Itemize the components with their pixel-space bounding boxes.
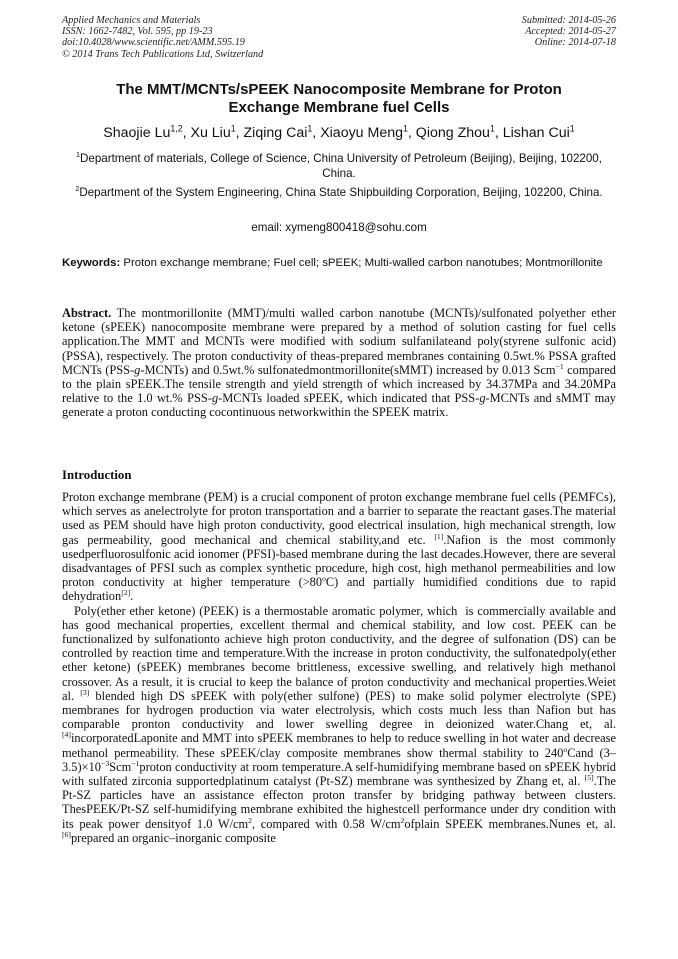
affiliation-2-number: 2 [75,184,80,194]
affiliation-2 [62,185,616,200]
abstract-text: The montmorillonite (MMT)/multi walled carbon nanotube (MCNTs)/sulfonated polyether ether ketone (sPEEK) nanocomposite membrane were prepared by a method of solution casting for fuel cells application.The MMT and MCNTs were modified with sodium sulfanilateand poly(styrene sulfonic acid) (PSSA), respectively. The proton conductivity of theas-prepared membranes containing 0.5wt.% PSSA grafted MCNTs (PSS-g-MCNTs) and 0.5wt.% sulfonatedmontmorillonite(sMMT) increased by 0.013 Scm$^{-1}$ compared to the plain sPEEK.The tensile strength and yield strength of which increased by 34.37MPa and 34.20MPa relative to the 1.0 wt.% PSS-g-MCNTs loaded sPEEK, which indicated that PSS-g-MCNTs and sMMT may generate a proton conducting cocontinuous networkwithin the SPEEK matrix. [62,306,616,420]
doi: doi:10.4028/www.scientific.net/AMM.595.19 [62,37,245,49]
introduction-body [62,490,616,845]
author-name: Xu Liu [190,125,231,141]
affiliation-1-number: 1 [76,150,80,160]
submitted-date: Submitted: 2014-05-26 [521,15,616,26]
author-affiliation-mark: 1 [403,123,408,134]
author-affiliation-mark: 1 [569,123,575,134]
publication-dates [522,15,616,49]
author-name: Lishan Cui [502,125,570,141]
copyright: © 2014 Trans Tech Publications Ltd, Switzerland [62,48,264,60]
affiliation-1-text: Department of materials, College of Science, China University of Petroleum (Beijing), Beijing, 102200, China. [80,152,602,180]
introduction-heading: Introduction [62,468,132,482]
title-line-2: Exchange Membrane fuel Cells [228,99,450,116]
author-list: Shaojie Lu$^{1,2}$, Xu Liu$^1$, Ziqing Cai$^1$, Xiaoyu Meng$^1$, Qiong Zhou$^1$, Lishan Cui$^1$ [103,123,575,141]
keywords-text: Proton exchange membrane; Fuel cell; sPEEK; Multi-walled carbon nanotubes; Montmorillonite [120,257,603,269]
abstract-label: Abstract. [62,306,112,320]
author-name: Ziqing Cai [243,125,308,141]
journal-info [62,15,263,60]
author-affiliation-mark: 1 [489,123,495,134]
author-affiliation-mark: 1 [230,123,236,134]
introduction-paragraph-2: Poly(ether ether ketone) (PEEK) is a thermostable aromatic polymer, which is commercially available and has good mechanical properties, excellent thermal and chemical stability, and low cost. PEEK can be functionalized by sulfonationto achieve high proton conductivity, and the degree of sulfonation (DS) can be controlled by reaction time and temperature.With the increase in proton conductivity, the sulfonatedpoly(ether ether ketone) (sPEEK) membranes become brittleness, excessive swelling, and relatively high methanol crossover. As a result, it is crucial to keep the balance of proton conductivity and mechanical properties.Weiet al. [3] blended high DS sPEEK with poly(ether sulfone) (PES) to make solid polymer electrolyte (SPE) membranes for hydrogen production via water electrolysis, which costs much less than Nafion but has comparable pronton conductivity and lower swelling degree in deionized water.Chang et, al.[4]incorporatedLaponite and MMT into sPEEK membranes to help to reduce swelling in hot water and decrease methanol permeability. These sPEEK/clay composite membranes show thermal stability to 240$^o$Cand $(3-3.5)\times 10^{-3}Scm^{-1}proton$ conductivity at room temperature.A self-humidifying membrane based on sPEEK hybrid with sulfated zirconia supportedplatinum catalyst (Pt-SZ) membrane was synthesized by Zhang et, al. [5].The Pt-SZ particles have an assistance effecton proton transfer by bridging pathway between clusters. ThesPEEK/Pt-SZ self-humidifying membrane exhibited the highestcell performance under dry condition with its peak power densityof 1.0 $W/cm^2$, compared with 0.58 $W/cm^2ofplain$ SPEEK membranes.Nunes et, al. [6]prepared an organic–inorganic composite [62,603,617,845]
introduction-paragraph-1: Proton exchange membrane (PEM) is a crucial component of proton exchange membrane fuel cells (PEMFCs), which serves as anelectrolyte for proton transportation and a barrier to separate the reactant gases.The material used as PEM should have high proton conductivity, good electrical insulation, high mechanical strength, low gas permeability, good mechanical and chemical stability,and etc. [1].Nafion is the most commonly usedperfluorosulfonic acid ionomer (PFSI)-based membrane during the last decades.However, there are several disadvantages of PFSI such as complex synthetic procedure, high cost, high methanol permeabilities and low proton conductivity at higher temperature $(>80^oC)$ and partially humidified conditions due to rapid dehydration[2]. [62,490,616,604]
paper-title [40,81,638,117]
author-affiliation-mark: 1 [307,123,313,134]
author-name: Shaojie Lu [103,125,171,141]
contact-email: email: xymeng800418@sohu.com [251,221,427,234]
affiliation-2-text: Department of the System Engineering, China State Shipbuilding Corporation, Beijing, 102200, China. [79,186,603,199]
online-date: Online: 2014-07-18 [534,37,616,49]
journal-name: Applied Mechanics and Materials [62,15,201,26]
title-line-1: The MMT/MCNTs/sPEEK Nanocomposite Membrane for Proton [116,81,562,98]
author-affiliation-mark: 1,2 [170,123,183,134]
issn: ISSN: 1662-7482, Vol. 595, pp 19-23 [62,26,213,38]
keywords-label: Keywords: [62,257,121,269]
author-name: Qiong Zhou [415,125,490,141]
author-name: Xiaoyu Meng [320,125,403,141]
affiliation-1 [62,151,616,181]
abstract [62,306,616,420]
keywords [62,256,616,271]
accepted-date: Accepted: 2014-05-27 [525,26,616,38]
